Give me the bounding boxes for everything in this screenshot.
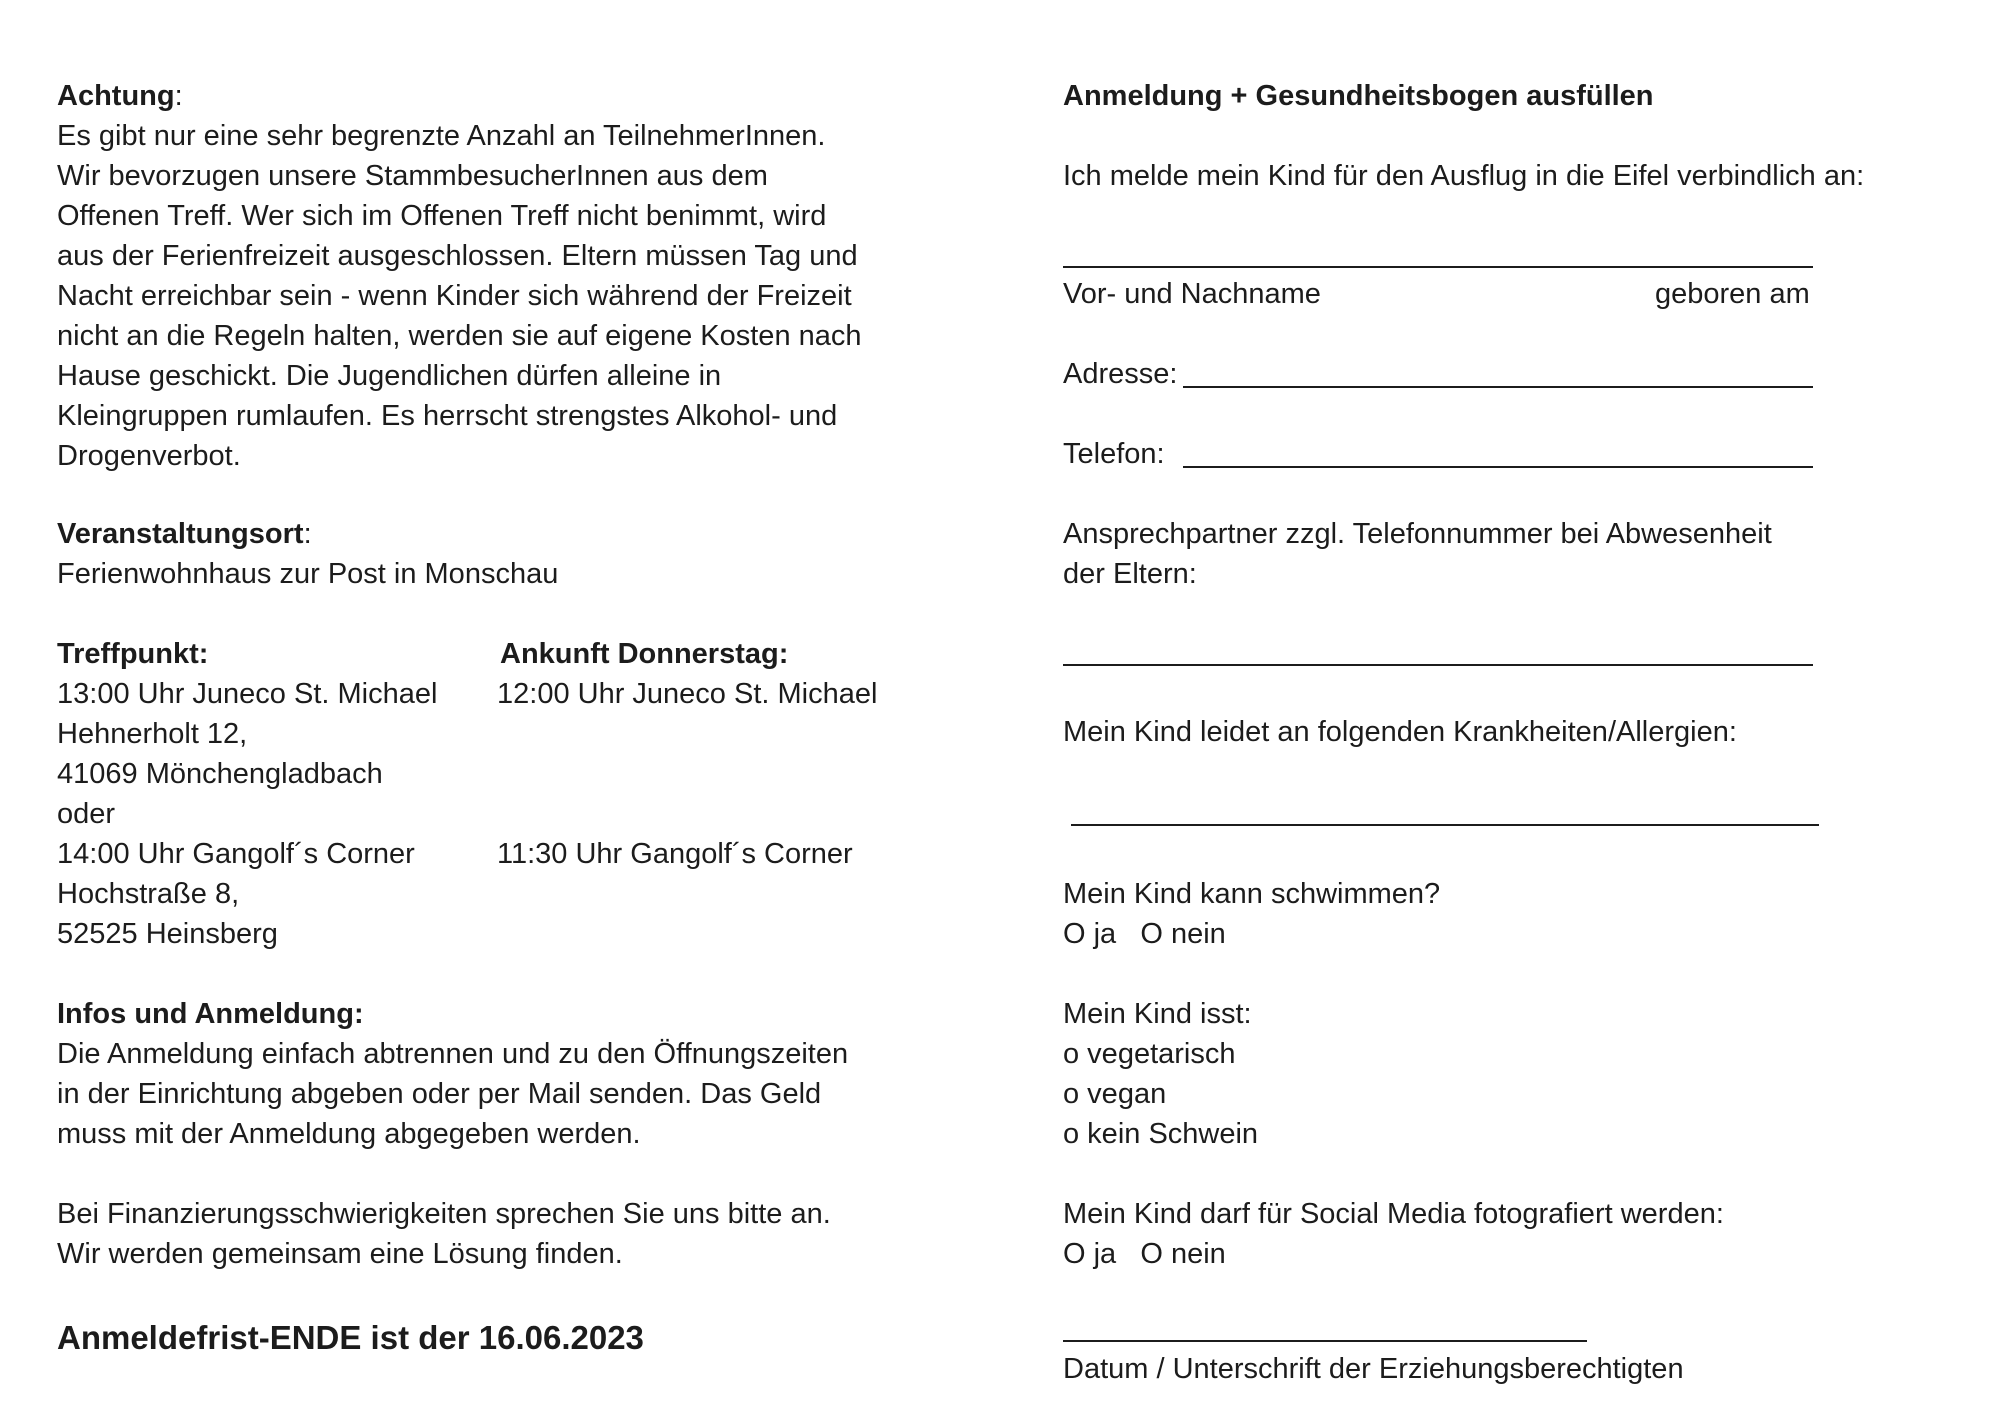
anmeldung-intro: Ich melde mein Kind für den Ausflug in die Eifel verbindlich an:	[1063, 160, 1865, 192]
diet-question: Mein Kind isst:	[1063, 998, 1252, 1030]
finanzierung-text: Bei Finanzierungsschwierigkeiten sprechen Sie uns bitte an. Wir werden gemeinsam eine Lösung finden.	[57, 1198, 831, 1270]
contact-label: Ansprechpartner zzgl. Telefonnummer bei Abwesenheit der Eltern:	[1063, 518, 1772, 590]
name-input-line[interactable]	[1063, 266, 1813, 268]
treffpunkt-heading: Treffpunkt:	[57, 638, 209, 670]
ort-text: Ferienwohnhaus zur Post in Monschau	[57, 558, 559, 590]
achtung-heading: Achtung:	[57, 80, 183, 112]
infos-heading: Infos und Anmeldung:	[57, 998, 364, 1030]
swim-question: Mein Kind kann schwimmen?	[1063, 878, 1441, 910]
photo-question: Mein Kind darf für Social Media fotografiert werden:	[1063, 1198, 1724, 1230]
achtung-text: Es gibt nur eine sehr begrenzte Anzahl an TeilnehmerInnen. Wir bevorzugen unsere StammbesucherInnen aus dem Offenen Treff. Wer sich im Offenen Treff nicht benimmt, wird aus der Ferienfreizeit ausgeschlossen. Eltern müssen Tag und Nacht erreichbar sein - wenn Kinder sich während der Freizeit nicht an die Regeln halten, werden sie auf eigene Kosten nach Hause geschickt. Die Jugendlichen dürfen alleine in Kleingruppen rumlaufen. Es herrscht strengstes Alkohol- und Drogenverbot.	[57, 120, 862, 472]
address-input-line[interactable]	[1183, 386, 1813, 388]
birthdate-label: geboren am	[1655, 278, 1810, 310]
contact-input-line[interactable]	[1063, 664, 1813, 666]
diet-option-no-pork[interactable]: o kein Schwein	[1063, 1118, 1259, 1150]
anmeldung-heading: Anmeldung + Gesundheitsbogen ausfüllen	[1063, 80, 1654, 112]
diet-option-vegan[interactable]: o vegan	[1063, 1078, 1167, 1110]
signature-label: Datum / Unterschrift der Erziehungsberechtigten	[1063, 1353, 1684, 1385]
ankunft-heading: Ankunft Donnerstag:	[500, 638, 789, 670]
diet-option-vegetarian[interactable]: o vegetarisch	[1063, 1038, 1236, 1070]
ankunft-line-2: 11:30 Uhr Gangolf´s Corner	[497, 838, 853, 870]
treffpunkt-text: 13:00 Uhr Juneco St. Michael Hehnerholt 12, 41069 Mönchengladbach oder 14:00 Uhr Gangolf´s Corner Hochstraße 8, 52525 Heinsberg	[57, 678, 438, 950]
ankunft-line-1: 12:00 Uhr Juneco St. Michael	[497, 678, 878, 710]
anmeldefrist-ende: Anmeldefrist-ENDE ist der 16.06.2023	[57, 1319, 644, 1356]
infos-text: Die Anmeldung einfach abtrennen und zu den Öffnungszeiten in der Einrichtung abgeben oder per Mail senden. Das Geld muss mit der Anmeldung abgegeben werden.	[57, 1038, 849, 1150]
swim-options[interactable]: O ja O nein	[1063, 918, 1226, 950]
ort-heading: Veranstaltungsort:	[57, 518, 312, 550]
phone-label: Telefon:	[1063, 438, 1165, 470]
illness-input-line[interactable]	[1071, 824, 1819, 826]
illness-label: Mein Kind leidet an folgenden Krankheiten/Allergien:	[1063, 716, 1737, 748]
photo-options[interactable]: O ja O nein	[1063, 1238, 1226, 1270]
signature-input-line[interactable]	[1063, 1340, 1587, 1342]
name-label: Vor- und Nachname	[1063, 278, 1321, 310]
phone-input-line[interactable]	[1183, 466, 1813, 468]
address-label: Adresse:	[1063, 358, 1178, 390]
